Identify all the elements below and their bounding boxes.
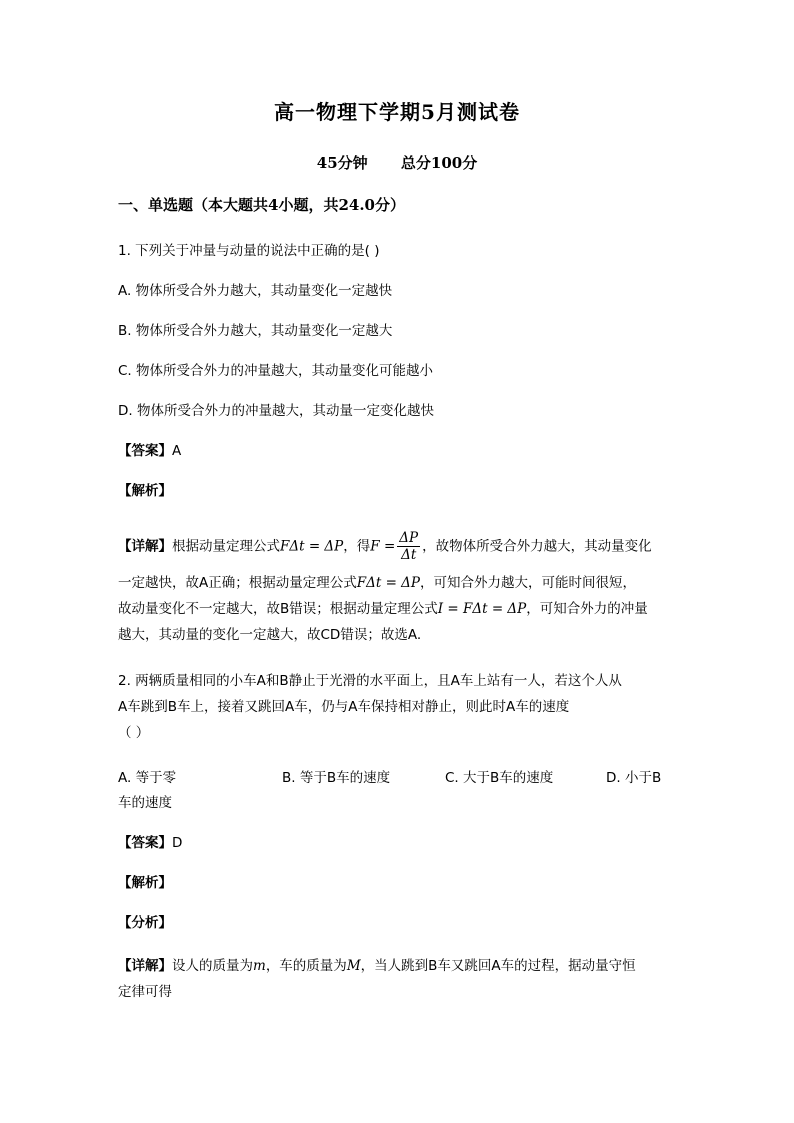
q2-stem-line-1: 2. 两辆质量相同的小车A和B静止于光滑的水平面上，且A车上站有一人，若这个人从 <box>118 673 622 689</box>
q2-fenxi-tag: 【分析】 <box>118 915 172 931</box>
q1-answer <box>118 438 678 464</box>
q2-option-a: A. 等于零 <box>118 770 177 786</box>
section-heading: 一、单选题（本大题共4小题，共24.0分） <box>118 196 405 214</box>
formula-force-lhs: F = <box>370 538 396 555</box>
detail-tag: 【详解】 <box>118 538 172 555</box>
exam-duration: 45分钟 <box>316 154 368 172</box>
answer-tag: 【答案】 <box>118 443 172 459</box>
detail-text: 故动量变化不一定越大，故B错误；根据动量定理公式 <box>118 601 438 617</box>
q1-option-a: A. 物体所受合外力越大，其动量变化一定越快 <box>118 283 393 299</box>
detail-text: 根据动量定理公式 <box>172 538 280 555</box>
page-title: 高一物理下学期5月测试卷 <box>274 100 520 124</box>
q1-option-b: B. 物体所受合外力越大，其动量变化一定越大 <box>118 323 393 339</box>
answer-tag: 【答案】 <box>118 835 172 851</box>
q2-analysis-tag: 【解析】 <box>118 875 172 891</box>
answer-value: A <box>172 443 182 459</box>
q2-option-d-continued: 车的速度 <box>118 795 172 811</box>
q2-answer <box>118 830 678 856</box>
symbol-m: m <box>253 958 266 974</box>
detail-text: ，车的质量为 <box>265 958 347 974</box>
q1-detail-line-2 <box>118 570 678 596</box>
detail-text: ，得 <box>343 538 371 555</box>
q1-stem: 1. 下列关于冲量与动量的说法中正确的是( ) <box>118 243 380 259</box>
detail-text: ，可知合外力越大，可能时间很短， <box>420 575 637 591</box>
q2-stem-line-2: A车跳到B车上，接着又跳回A车，仍与A车保持相对静止，则此时A车的速度 <box>118 699 570 715</box>
q1-option-c: C. 物体所受合外力的冲量越大，其动量变化可能越小 <box>118 363 434 379</box>
q2-stem-line-3: （ ） <box>118 725 150 741</box>
q1-option-d: D. 物体所受合外力的冲量越大，其动量一定变化越快 <box>118 403 434 419</box>
q2-detail-line-2: 定律可得 <box>118 984 172 1000</box>
formula-impulse-full: I = FΔt = ΔP <box>437 601 527 617</box>
q2-option-c: C. 大于B车的速度 <box>445 770 554 786</box>
q2-option-b: B. 等于B车的速度 <box>282 770 391 786</box>
detail-text: ，可知合外力的冲量 <box>526 601 648 617</box>
detail-text: ，故物体所受合外力越大，其动量变化 <box>422 538 652 555</box>
fraction-numerator: ΔP <box>399 530 419 546</box>
answer-value: D <box>172 835 183 851</box>
formula-fraction <box>397 530 420 563</box>
exam-info <box>0 152 794 173</box>
q1-detail-line-4: 越大，其动量的变化一定越大，故CD错误；故选A. <box>118 627 422 643</box>
formula-impulse: FΔt = ΔP <box>280 538 344 555</box>
q2-option-d: D. 小于B <box>606 770 662 786</box>
detail-text: 一定越快，故A正确；根据动量定理公式 <box>118 575 357 591</box>
detail-text: ，当人跳到B车又跳回A车的过程，据动量守恒 <box>360 958 636 974</box>
symbol-M: M <box>346 958 361 974</box>
detail-tag: 【详解】 <box>118 958 172 974</box>
q1-analysis-tag: 【解析】 <box>118 483 172 499</box>
q1-detail-line-3 <box>118 596 678 622</box>
exam-total-score: 总分100分 <box>400 154 478 172</box>
formula-impulse: FΔt = ΔP <box>356 575 421 591</box>
detail-text: 设人的质量为 <box>172 958 253 974</box>
q1-detail-line-1 <box>118 530 678 563</box>
q2-detail-line-1 <box>118 953 678 979</box>
fraction-denominator: Δt <box>401 547 417 563</box>
